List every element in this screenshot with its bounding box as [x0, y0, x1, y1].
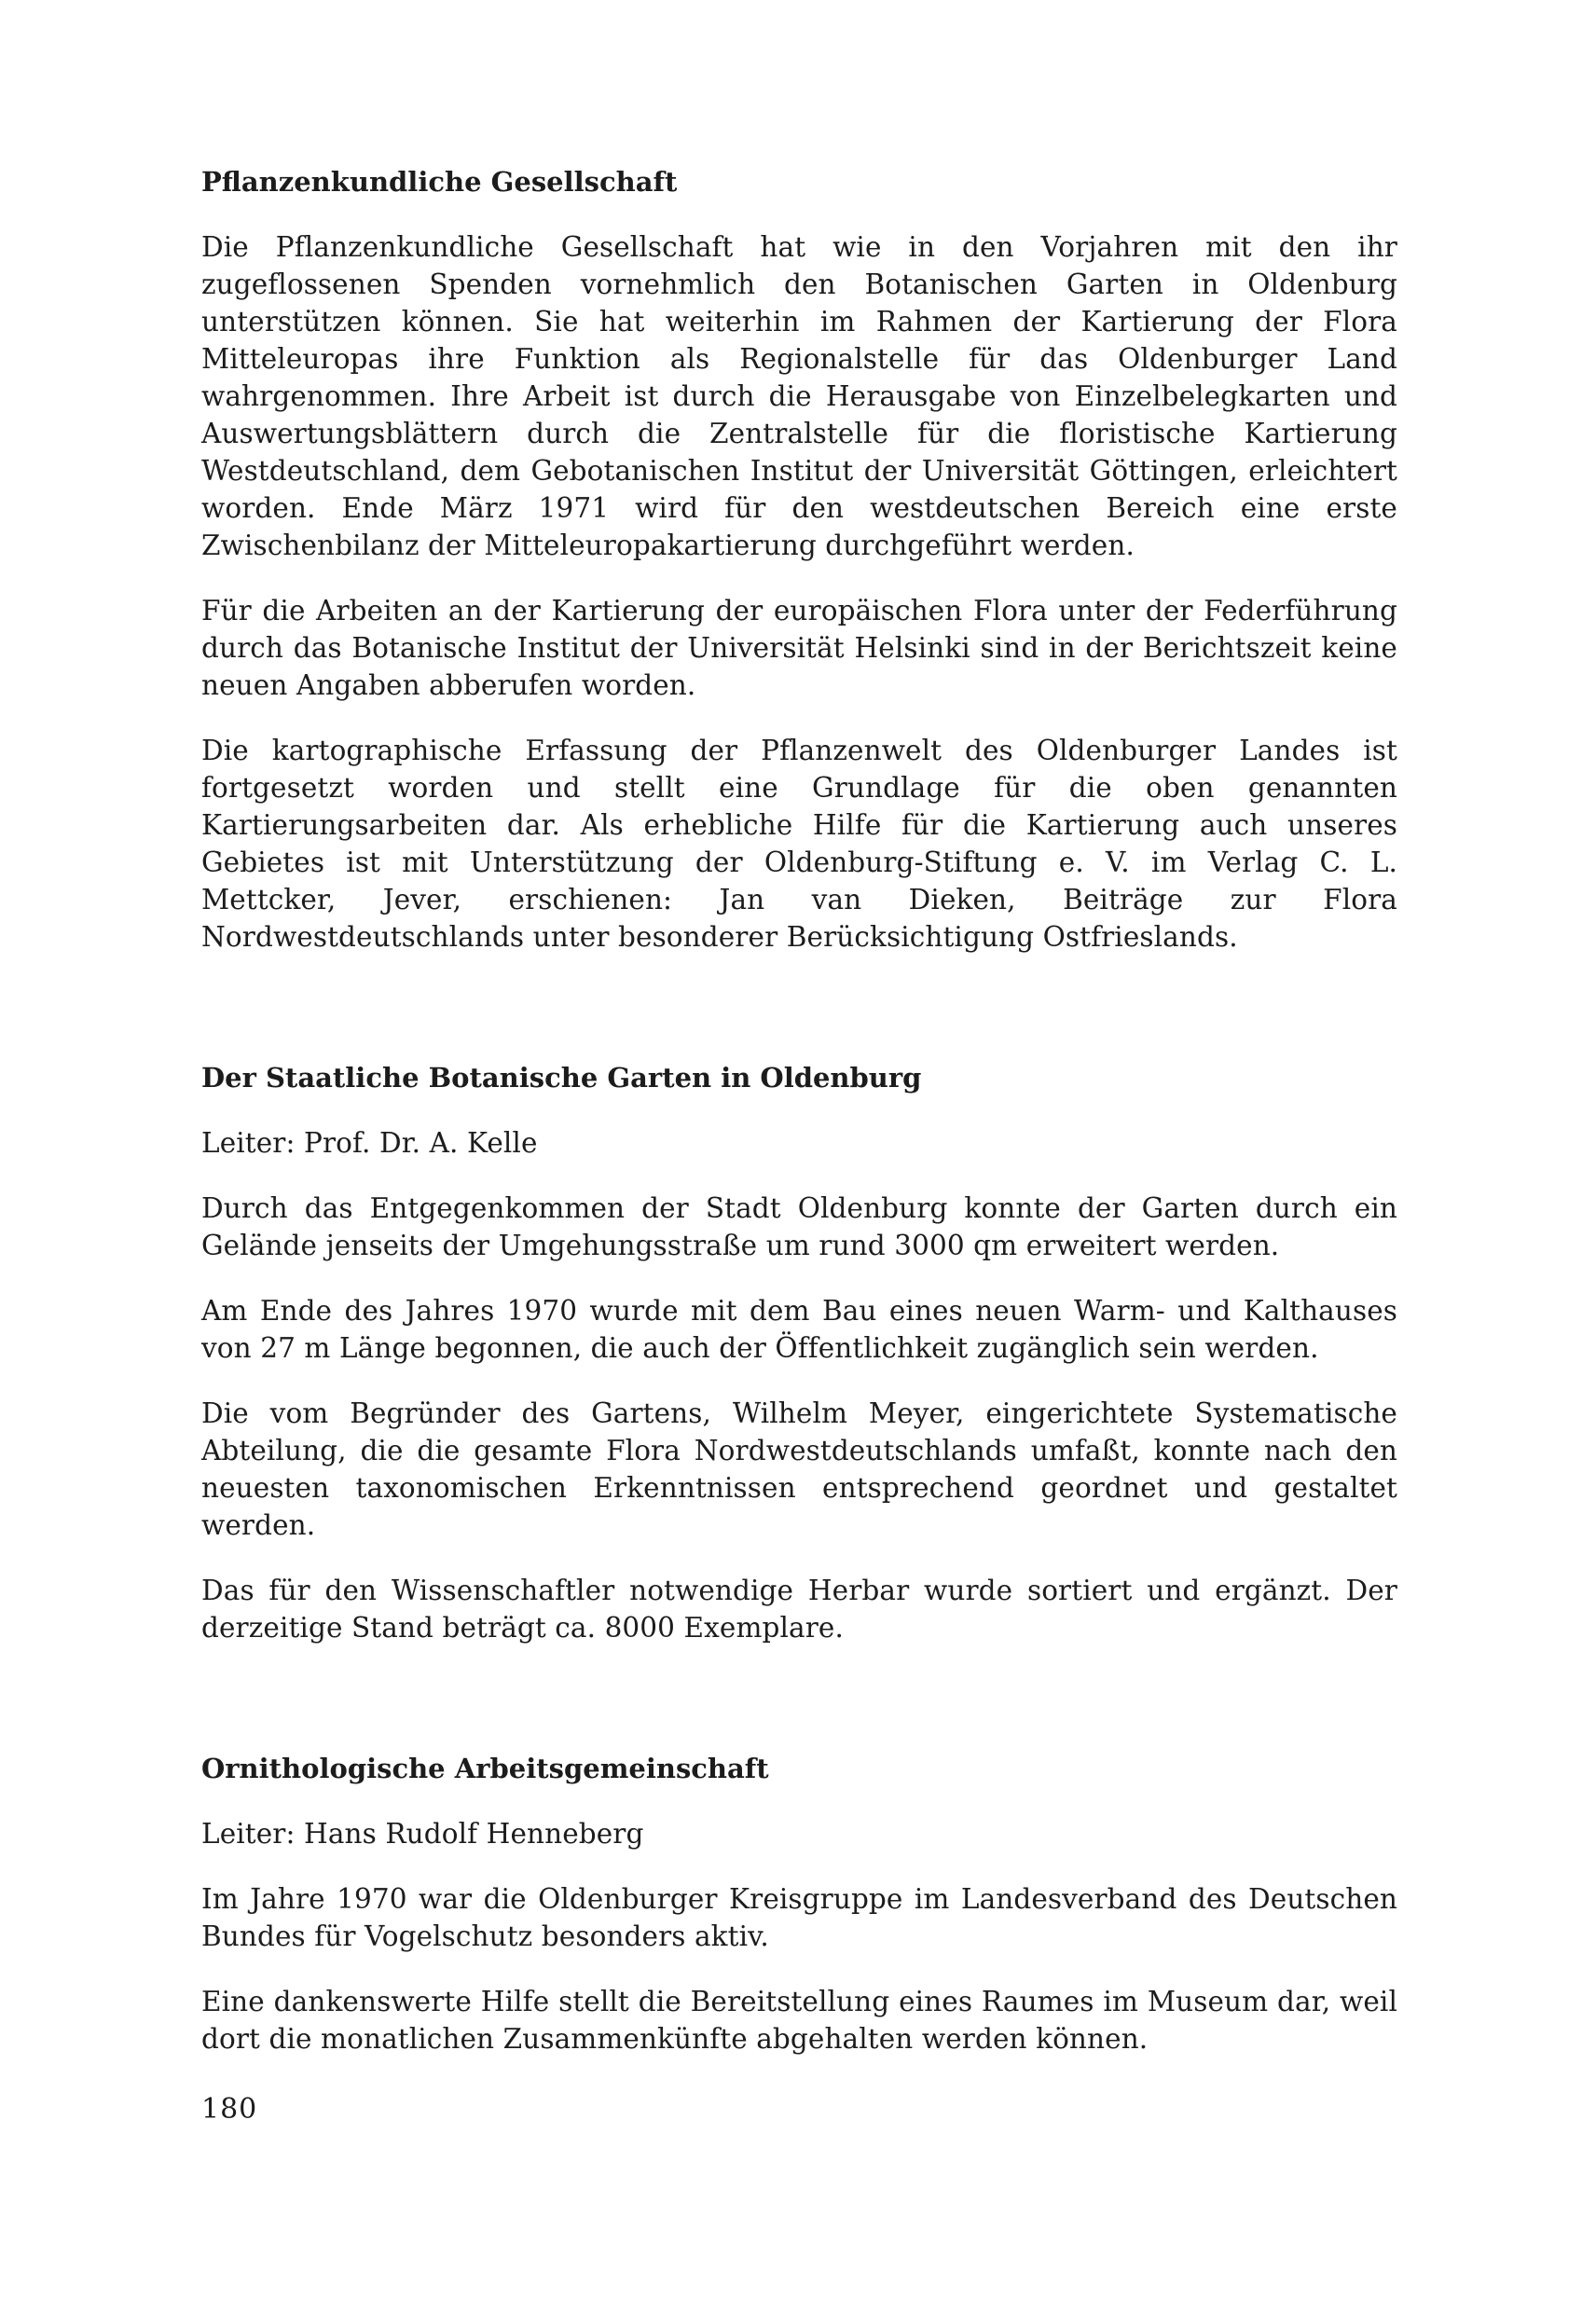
paragraph: Die kartographische Erfassung der Pflanzenwelt des Oldenburger Landes ist fortgesetzt worden und stellt eine Grundlage für die oben genannten Kartierungsarbeiten dar. Als erhebliche Hilfe für die Kartierung auch unseres Gebietes ist mit Unterstützung der Oldenburg-Stiftung e. V. im Verlag C. L. Mettcker, Jever, erschienen: Jan van Dieken, Beiträge zur Flora Nordwestdeutschlands unter besonderer Berücksichtigung Ostfrieslands.: [201, 735, 1397, 953]
paragraph: Die vom Begründer des Gartens, Wilhelm Meyer, eingerichtete Systematische Abteilung, die die gesamte Flora Nordwestdeutschlands umfaßt, konnte nach den neuesten taxonomischen Erkenntnissen entsprechend geordnet und gestaltet werden.: [201, 1397, 1397, 1541]
section-pflanzenkundliche-gesellschaft: [201, 163, 1397, 956]
paragraph: Im Jahre 1970 war die Oldenburger Kreisgruppe im Landesverband des Deutschen Bundes für Vogelschutz besonders aktiv.: [201, 1883, 1397, 1952]
paragraph: Für die Arbeiten an der Kartierung der europäischen Flora unter der Federführung durch das Botanische Institut der Universität Helsinki sind in der Berichtszeit keine neuen Angaben abberufen worden.: [201, 595, 1397, 701]
paragraph: Durch das Entgegenkommen der Stadt Oldenburg konnte der Garten durch ein Gelände jenseits der Umgehungsstraße um rund 3000 qm erweitert werden.: [201, 1192, 1397, 1261]
section-botanischer-garten: [201, 1059, 1397, 1646]
section-leader: Leiter: Prof. Dr. A. Kelle: [201, 1127, 538, 1159]
section-heading: Der Staatliche Botanische Garten in Oldenburg: [201, 1062, 922, 1094]
paragraph: Das für den Wissenschaftler notwendige Herbar wurde sortiert und ergänzt. Der derzeitige Stand beträgt ca. 8000 Exemplare.: [201, 1575, 1397, 1644]
paragraph: Am Ende des Jahres 1970 wurde mit dem Bau eines neuen Warm- und Kalthauses von 27 m Länge begonnen, die auch der Öffentlichkeit zugänglich sein werden.: [201, 1295, 1397, 1364]
section-ornithologische-arbeitsgemeinschaft: [201, 1750, 1397, 2057]
section-leader: Leiter: Hans Rudolf Henneberg: [201, 1818, 644, 1850]
section-heading: Ornithologische Arbeitsgemeinschaft: [201, 1753, 769, 1784]
section-heading: Pflanzenkundliche Gesellschaft: [201, 166, 678, 198]
paragraph: Die Pflanzenkundliche Gesellschaft hat wie in den Vorjahren mit den ihr zugeflossenen Spenden vornehmlich den Botanischen Garten in Oldenburg unterstützen können. Sie hat weiterhin im Rahmen der Kartierung der Flora Mitteleuropas ihre Funktion als Regionalstelle für das Oldenburger Land wahrgenommen. Ihre Arbeit ist durch die Herausgabe von Einzelbelegkarten und Auswertungsblättern durch die Zentralstelle für die floristische Kartierung Westdeutschland, dem Gebotanischen Institut der Universität Göttingen, erleichtert worden. Ende März 1971 wird für den westdeutschen Bereich eine erste Zwischenbilanz der Mitteleuropakartierung durchgeführt werden.: [201, 231, 1397, 561]
page-content: [201, 163, 1397, 2057]
paragraph: Eine dankenswerte Hilfe stellt die Bereitstellung eines Raumes im Museum dar, weil dort die monatlichen Zusammenkünfte abgehalten werden können.: [201, 1986, 1397, 2055]
page-number: 180: [201, 2093, 258, 2126]
